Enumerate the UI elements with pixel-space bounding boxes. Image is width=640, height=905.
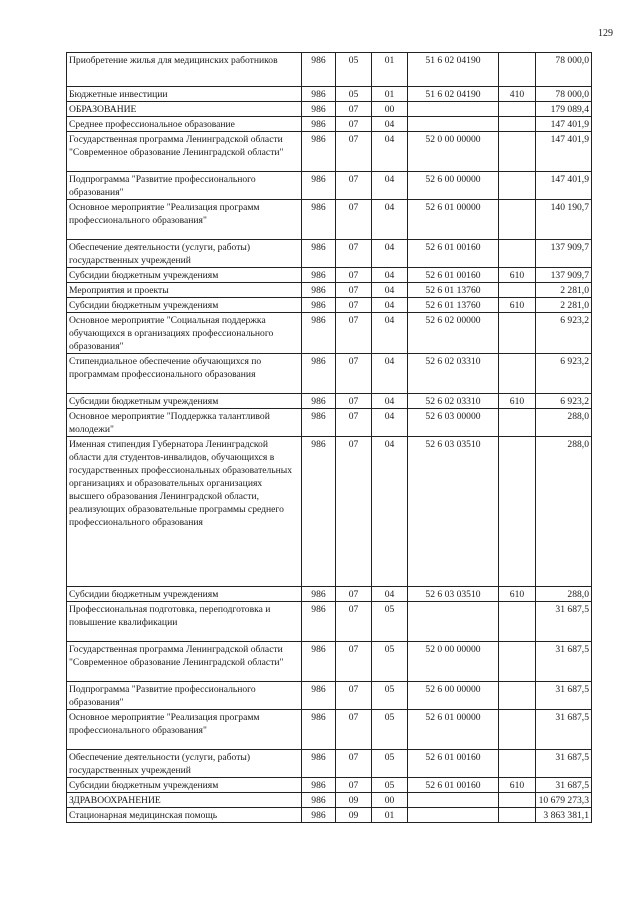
table-row [67, 172, 592, 200]
amount-cell: 2 281,0 [536, 298, 592, 313]
amount-cell: 6 923,2 [536, 313, 592, 354]
ministry-code-cell: 986 [302, 268, 336, 283]
section-code-cell: 07 [336, 102, 372, 117]
amount-cell: 147 401,9 [536, 117, 592, 132]
row-name-cell: Приобретение жилья для медицинских работников [67, 53, 302, 87]
amount-cell: 2 281,0 [536, 283, 592, 298]
amount-cell: 3 863 381,1 [536, 808, 592, 823]
subsection-code-cell: 05 [372, 750, 408, 778]
target-article-cell [408, 793, 499, 808]
row-name-cell: Бюджетные инвестиции [67, 87, 302, 102]
expense-type-cell [499, 793, 536, 808]
table-row [67, 132, 592, 172]
row-name-cell: Основное мероприятие "Социальная поддержка обучающихся в организациях профессионального образования" [67, 313, 302, 354]
amount-cell: 31 687,5 [536, 682, 592, 710]
target-article-cell: 52 0 00 00000 [408, 642, 499, 682]
section-code-cell: 07 [336, 354, 372, 394]
target-article-cell: 52 6 00 00000 [408, 682, 499, 710]
row-name-cell: Стационарная медицинская помощь [67, 808, 302, 823]
amount-cell: 31 687,5 [536, 710, 592, 750]
table-row [67, 200, 592, 240]
row-name-cell: Государственная программа Ленинградской области "Современное образование Ленинградской области" [67, 132, 302, 172]
row-name-cell: Субсидии бюджетным учреждениям [67, 394, 302, 409]
expense-type-cell [499, 409, 536, 437]
ministry-code-cell: 986 [302, 172, 336, 200]
amount-cell: 288,0 [536, 409, 592, 437]
table-row [67, 87, 592, 102]
table-row [67, 778, 592, 793]
target-article-cell: 52 6 02 00000 [408, 313, 499, 354]
row-name-cell: Государственная программа Ленинградской области "Современное образование Ленинградской области" [67, 642, 302, 682]
ministry-code-cell: 986 [302, 102, 336, 117]
subsection-code-cell: 05 [372, 602, 408, 642]
amount-cell: 31 687,5 [536, 642, 592, 682]
subsection-code-cell: 05 [372, 710, 408, 750]
ministry-code-cell: 986 [302, 313, 336, 354]
table-row [67, 283, 592, 298]
row-name-cell: Мероприятия и проекты [67, 283, 302, 298]
target-article-cell [408, 602, 499, 642]
expense-type-cell [499, 354, 536, 394]
section-code-cell: 05 [336, 87, 372, 102]
section-code-cell: 07 [336, 313, 372, 354]
subsection-code-cell: 04 [372, 117, 408, 132]
subsection-code-cell: 05 [372, 642, 408, 682]
row-name-cell: Подпрограмма "Развитие профессионального образования" [67, 682, 302, 710]
expense-type-cell [499, 642, 536, 682]
section-code-cell: 07 [336, 602, 372, 642]
row-name-cell: ОБРАЗОВАНИЕ [67, 102, 302, 117]
subsection-code-cell: 04 [372, 313, 408, 354]
section-code-cell: 07 [336, 117, 372, 132]
subsection-code-cell: 00 [372, 793, 408, 808]
subsection-code-cell: 05 [372, 778, 408, 793]
section-code-cell: 07 [336, 750, 372, 778]
section-code-cell: 07 [336, 283, 372, 298]
section-code-cell: 07 [336, 132, 372, 172]
subsection-code-cell: 00 [372, 102, 408, 117]
target-article-cell: 52 6 01 00160 [408, 240, 499, 268]
expense-type-cell [499, 200, 536, 240]
row-name-cell: ЗДРАВООХРАНЕНИЕ [67, 793, 302, 808]
table-row [67, 437, 592, 587]
target-article-cell [408, 102, 499, 117]
page-number: 129 [598, 28, 613, 39]
table-row [67, 102, 592, 117]
section-code-cell: 07 [336, 642, 372, 682]
ministry-code-cell: 986 [302, 200, 336, 240]
ministry-code-cell: 986 [302, 394, 336, 409]
expense-type-cell [499, 710, 536, 750]
amount-cell: 31 687,5 [536, 750, 592, 778]
amount-cell: 78 000,0 [536, 53, 592, 87]
target-article-cell: 52 6 01 00160 [408, 778, 499, 793]
amount-cell: 179 089,4 [536, 102, 592, 117]
target-article-cell: 52 0 00 00000 [408, 132, 499, 172]
ministry-code-cell: 986 [302, 354, 336, 394]
table-row [67, 117, 592, 132]
subsection-code-cell: 04 [372, 437, 408, 587]
expense-type-cell: 610 [499, 778, 536, 793]
target-article-cell: 52 6 01 00160 [408, 268, 499, 283]
ministry-code-cell: 986 [302, 240, 336, 268]
amount-cell: 288,0 [536, 437, 592, 587]
table-row [67, 298, 592, 313]
expense-type-cell [499, 102, 536, 117]
target-article-cell: 52 6 02 03310 [408, 354, 499, 394]
amount-cell: 147 401,9 [536, 172, 592, 200]
ministry-code-cell: 986 [302, 808, 336, 823]
ministry-code-cell: 986 [302, 750, 336, 778]
table-row [67, 750, 592, 778]
table-row [67, 587, 592, 602]
expense-type-cell [499, 313, 536, 354]
target-article-cell: 51 6 02 04190 [408, 53, 499, 87]
expense-type-cell [499, 53, 536, 87]
section-code-cell: 07 [336, 240, 372, 268]
subsection-code-cell: 01 [372, 53, 408, 87]
expense-type-cell: 410 [499, 87, 536, 102]
ministry-code-cell: 986 [302, 778, 336, 793]
target-article-cell: 52 6 01 00000 [408, 710, 499, 750]
row-name-cell: Основное мероприятие "Реализация программ профессионального образования" [67, 200, 302, 240]
amount-cell: 31 687,5 [536, 602, 592, 642]
subsection-code-cell: 04 [372, 394, 408, 409]
section-code-cell: 07 [336, 409, 372, 437]
subsection-code-cell: 04 [372, 268, 408, 283]
amount-cell: 288,0 [536, 587, 592, 602]
section-code-cell: 07 [336, 268, 372, 283]
amount-cell: 137 909,7 [536, 268, 592, 283]
row-name-cell: Профессиональная подготовка, переподготовка и повышение квалификации [67, 602, 302, 642]
subsection-code-cell: 04 [372, 354, 408, 394]
ministry-code-cell: 986 [302, 587, 336, 602]
subsection-code-cell: 04 [372, 172, 408, 200]
ministry-code-cell: 986 [302, 793, 336, 808]
table-row [67, 682, 592, 710]
target-article-cell: 52 6 01 13760 [408, 283, 499, 298]
amount-cell: 78 000,0 [536, 87, 592, 102]
section-code-cell: 05 [336, 53, 372, 87]
subsection-code-cell: 04 [372, 240, 408, 268]
row-name-cell: Подпрограмма "Развитие профессионального образования" [67, 172, 302, 200]
section-code-cell: 07 [336, 587, 372, 602]
expense-type-cell [499, 172, 536, 200]
ministry-code-cell: 986 [302, 87, 336, 102]
ministry-code-cell: 986 [302, 602, 336, 642]
amount-cell: 6 923,2 [536, 394, 592, 409]
ministry-code-cell: 986 [302, 298, 336, 313]
section-code-cell: 07 [336, 298, 372, 313]
ministry-code-cell: 986 [302, 409, 336, 437]
expense-type-cell [499, 240, 536, 268]
section-code-cell: 07 [336, 200, 372, 240]
table-row [67, 354, 592, 394]
target-article-cell: 52 6 03 03510 [408, 587, 499, 602]
amount-cell: 10 679 273,3 [536, 793, 592, 808]
ministry-code-cell: 986 [302, 682, 336, 710]
target-article-cell: 52 6 03 00000 [408, 409, 499, 437]
row-name-cell: Основное мероприятие "Поддержка талантливой молодежи" [67, 409, 302, 437]
table-row [67, 808, 592, 823]
expense-type-cell [499, 808, 536, 823]
row-name-cell: Субсидии бюджетным учреждениям [67, 298, 302, 313]
ministry-code-cell: 986 [302, 283, 336, 298]
section-code-cell: 09 [336, 793, 372, 808]
row-name-cell: Стипендиальное обеспечение обучающихся по программам профессионального образования [67, 354, 302, 394]
target-article-cell: 52 6 01 13760 [408, 298, 499, 313]
table-row [67, 313, 592, 354]
section-code-cell: 07 [336, 172, 372, 200]
row-name-cell: Обеспечение деятельности (услуги, работы) государственных учреждений [67, 750, 302, 778]
expense-type-cell: 610 [499, 298, 536, 313]
expense-type-cell [499, 602, 536, 642]
table-row [67, 409, 592, 437]
amount-cell: 137 909,7 [536, 240, 592, 268]
expense-type-cell [499, 750, 536, 778]
amount-cell: 6 923,2 [536, 354, 592, 394]
budget-table [66, 52, 592, 823]
ministry-code-cell: 986 [302, 132, 336, 172]
section-code-cell: 07 [336, 682, 372, 710]
ministry-code-cell: 986 [302, 642, 336, 682]
subsection-code-cell: 04 [372, 283, 408, 298]
section-code-cell: 07 [336, 394, 372, 409]
table-row [67, 602, 592, 642]
table-row [67, 240, 592, 268]
row-name-cell: Субсидии бюджетным учреждениям [67, 268, 302, 283]
subsection-code-cell: 01 [372, 808, 408, 823]
expense-type-cell [499, 117, 536, 132]
ministry-code-cell: 986 [302, 117, 336, 132]
row-name-cell: Обеспечение деятельности (услуги, работы) государственных учреждений [67, 240, 302, 268]
row-name-cell: Основное мероприятие "Реализация программ профессионального образования" [67, 710, 302, 750]
row-name-cell: Среднее профессиональное образование [67, 117, 302, 132]
row-name-cell: Субсидии бюджетным учреждениям [67, 587, 302, 602]
target-article-cell: 52 6 01 00000 [408, 200, 499, 240]
target-article-cell [408, 808, 499, 823]
expense-type-cell [499, 682, 536, 710]
subsection-code-cell: 05 [372, 682, 408, 710]
subsection-code-cell: 04 [372, 587, 408, 602]
amount-cell: 31 687,5 [536, 778, 592, 793]
ministry-code-cell: 986 [302, 53, 336, 87]
table-row [67, 642, 592, 682]
table-row [67, 710, 592, 750]
section-code-cell: 07 [336, 778, 372, 793]
section-code-cell: 07 [336, 710, 372, 750]
table-row [67, 394, 592, 409]
table-row [67, 793, 592, 808]
subsection-code-cell: 04 [372, 132, 408, 172]
subsection-code-cell: 04 [372, 409, 408, 437]
expense-type-cell: 610 [499, 587, 536, 602]
section-code-cell: 07 [336, 437, 372, 587]
row-name-cell: Именная стипендия Губернатора Ленинградской области для студентов-инвалидов, обучающихся в государственных профессиональных образовательных организациях и образовательных организациях высшего образования Ленинградской области, реализующих образовательные программы среднего профессионального образования [67, 437, 302, 587]
target-article-cell: 51 6 02 04190 [408, 87, 499, 102]
amount-cell: 147 401,9 [536, 132, 592, 172]
subsection-code-cell: 01 [372, 87, 408, 102]
table-row [67, 53, 592, 87]
section-code-cell: 09 [336, 808, 372, 823]
target-article-cell [408, 117, 499, 132]
subsection-code-cell: 04 [372, 200, 408, 240]
table-row [67, 268, 592, 283]
target-article-cell: 52 6 01 00160 [408, 750, 499, 778]
expense-type-cell [499, 283, 536, 298]
expense-type-cell: 610 [499, 394, 536, 409]
expense-type-cell: 610 [499, 268, 536, 283]
ministry-code-cell: 986 [302, 710, 336, 750]
target-article-cell: 52 6 00 00000 [408, 172, 499, 200]
target-article-cell: 52 6 03 03510 [408, 437, 499, 587]
ministry-code-cell: 986 [302, 437, 336, 587]
row-name-cell: Субсидии бюджетным учреждениям [67, 778, 302, 793]
expense-type-cell [499, 437, 536, 587]
expense-type-cell [499, 132, 536, 172]
subsection-code-cell: 04 [372, 298, 408, 313]
target-article-cell: 52 6 02 03310 [408, 394, 499, 409]
amount-cell: 140 190,7 [536, 200, 592, 240]
